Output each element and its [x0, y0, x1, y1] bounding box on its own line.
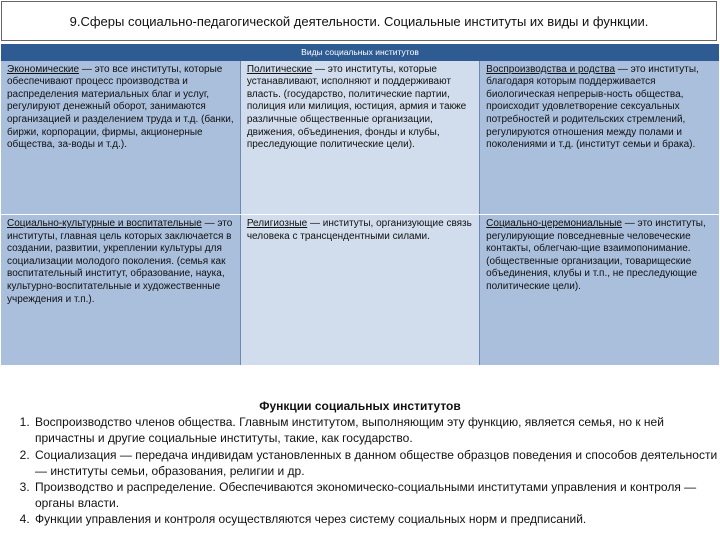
functions-title: Функции социальных институтов	[259, 399, 461, 413]
cell-text: — это все институты, которые обеспечивают процесс производства и распределения материальных благ и услуг, регулируют денежный оборот, занимаются организацией и разделением труда и т.д. (банки, биржи, корпорации, фирмы, акционерные общества, за-воды и т.д.).	[7, 63, 234, 151]
cell-religious	[240, 215, 479, 365]
list-item: 3. Производство и распределение. Обеспечиваются экономическо-социальными институтами управления и контроля — органы власти.	[33, 479, 720, 511]
cell-text: — это институты, главная цель которых заключается в создании, развитии, укреплении культуры для социализации молодого поколения. (семья как воспитательный институт, образование, наука, культурно-воспитательные и художественные учреждения и т.п.).	[7, 218, 233, 305]
list-item: 4. Функции управления и контроля осуществляются через систему социальных норм и предписаний.	[33, 511, 720, 527]
institutions-table	[1, 44, 719, 365]
list-item: 2. Социализация — передача индивидам установленных в данном обществе образцов поведения и способов деятельности — институты семьи, образования, религии и др.	[33, 447, 720, 479]
table-row	[1, 215, 719, 365]
cell-term: Религиозные	[246, 218, 308, 230]
cell-term: Политические	[246, 63, 313, 75]
cell-term: Социально-культурные и воспитательные	[7, 218, 202, 230]
cell-term: Социально-церемониальные	[486, 218, 622, 230]
slide-title-text: 9.Сферы социально-педагогической деятельности. Социальные институты их виды и функции.	[69, 13, 649, 29]
cell-political	[240, 61, 479, 215]
table-header: Виды социальных институтов	[1, 44, 719, 61]
cell-ceremonial	[480, 215, 719, 365]
cell-term: Воспроизводства и родства	[486, 63, 616, 75]
cell-sociocultural	[1, 215, 240, 365]
cell-text: — это институты, благодаря которым поддерживается биологическая непрерыв-ность общества, происходит удовлетворение сексуальных потребностей и родительских стремлений, регулируются отношения между полами и поколениями и т.д. (институт семьи и брака).	[486, 63, 699, 151]
functions-section	[0, 398, 720, 528]
cell-economic	[1, 61, 240, 215]
list-item: 1. Воспроизводство членов общества. Главным институтом, выполняющим эту функцию, является семья, но к ней причастны и другие социальные институты, такие, как государство.	[33, 414, 720, 446]
cell-reproduction	[480, 61, 719, 215]
cell-text: — это институты, которые устанавливают, исполняют и поддерживают власть. (государство, политические партии, полиция или милиция, юстиция, армия и также различные общественные организации, движения, объединения, фонды и клубы, преследующие политические цели).	[246, 63, 467, 151]
cell-term: Экономические	[7, 63, 80, 75]
table-header-row	[1, 44, 719, 61]
cell-text: — институты, организующие связь человека с трансцендентными силами.	[246, 218, 472, 242]
table-row	[1, 61, 719, 215]
cell-text: — это институты, регулирующие повседневные человеческие контакты, облегчаю-щие взаимопонимание. (общественные организации, товарищеские объединения, клубы и т.п., не преследующие политические цели).	[486, 218, 706, 293]
slide-title	[1, 1, 717, 41]
functions-list	[0, 414, 720, 527]
